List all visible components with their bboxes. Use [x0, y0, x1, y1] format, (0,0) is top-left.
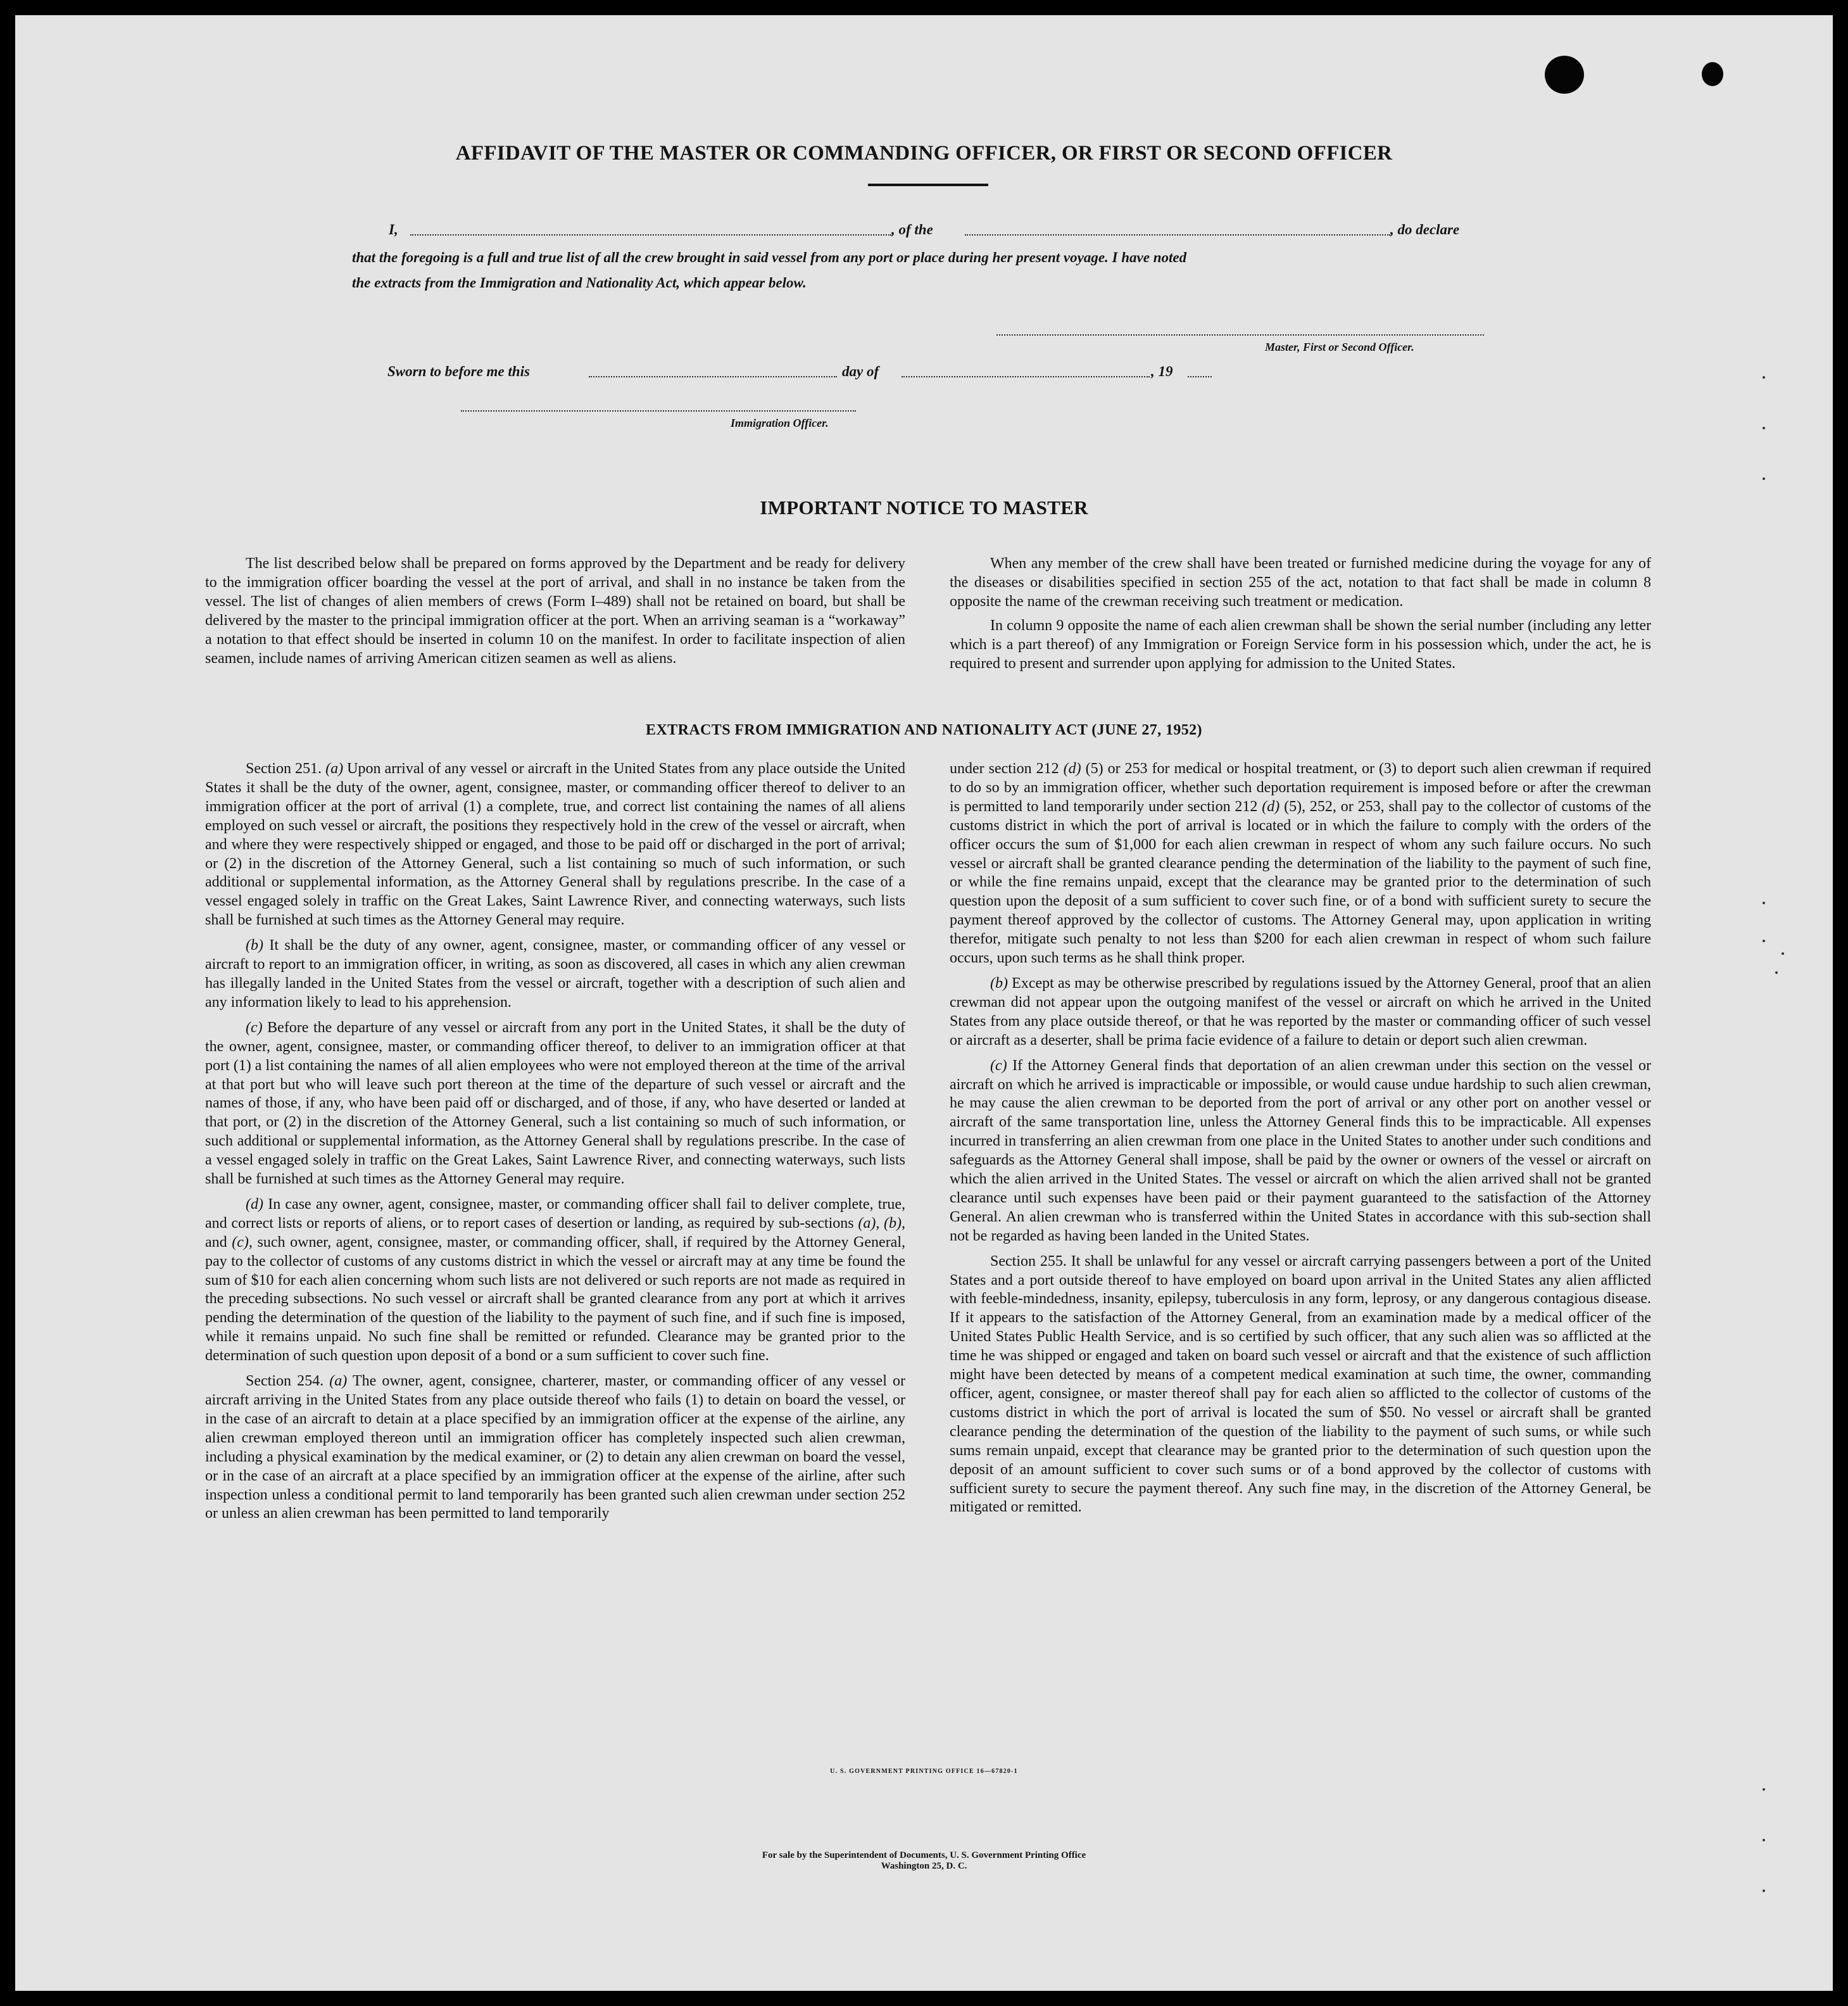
scan-speck	[1763, 902, 1765, 904]
sworn-prefix: Sworn to before me this	[387, 363, 530, 379]
scan-speck	[1763, 940, 1765, 942]
section-number: Section 254.	[246, 1373, 324, 1390]
and-connector: , and	[205, 1214, 906, 1251]
scan-speck	[1763, 427, 1765, 429]
notice-paragraph-treatment: When any member of the crew shall have been treated or furnished medicine during the voyage for any of the diseases or disabilities specified in section 255 of the act, notation to that fact shall be made in column 8 opposite the name of the crewman receiving such treatment or medication.	[950, 555, 1651, 610]
form-page	[15, 15, 1833, 1991]
sale-line-1: For sale by the Superintendent of Documents, U. S. Government Printing Office	[762, 1850, 1086, 1860]
notice-paragraph-serial: In column 9 opposite the name of each alien crewman shall be shown the serial number (including any letter which is a part thereof) of any Immigration or Foreign Service form in his possession which, under the act, he is required to present and surrender upon applying for admission to the United States.	[950, 617, 1651, 672]
section-text: In case any owner, agent, consignee, master, or commanding officer shall fail to deliver complete, true, and correct lists or reports of aliens, or to report cases of desertion or landing, as required by sub-sections	[205, 1195, 906, 1232]
section-254-a-continued	[950, 760, 1651, 968]
section-254-b	[950, 975, 1651, 1050]
year-prefix-label: , 19	[1151, 363, 1173, 379]
section-text: (5), 252, or 253, shall pay to the collector of customs of the customs district in which the port of arrival is located or in which the failure to comply with the orders of the officer occurs the sum of $1,000 for each alien crewman in respect of whom any such failure occurs. No such vessel or aircraft shall be granted clearance pending the determination of the liability to the payment of such fine, or while the fine remains unpaid, except that the clearance may be granted prior to the determination of such question upon the deposit of a sum sufficient to cover such fine, or of a bond with sufficient surety to secure the payment thereof approved by the collector of customs. The Attorney General may, upon application in writing therefor, mitigate such penalty to not less than $200 for each alien crewman in respect of whom such failure occurs, upon such terms as he shall think proper.	[950, 798, 1652, 967]
scan-speck	[1782, 952, 1784, 955]
declaration-line-2: that the foregoing is a full and true list of all the crew brought in said vessel from any port or place during her present voyage. I have noted	[352, 249, 1187, 265]
notice-right-column	[950, 555, 1651, 679]
immigration-officer-caption: Immigration Officer.	[731, 417, 829, 429]
subsection-marker: (c)	[246, 1019, 263, 1036]
subsection-ref-a: (a)	[858, 1214, 876, 1232]
sworn-day-field[interactable]	[589, 376, 837, 377]
subsection-marker: (c)	[990, 1057, 1007, 1074]
extracts-right-column	[950, 760, 1651, 1523]
section-251-a	[205, 760, 905, 930]
section-text: If the Attorney General finds that deportation of an alien crewman under this section on the vessel or aircraft on which he arrived is impracticable or impossible, or would cause undue hardship to such alien crewman, he may cause the alien crewman to be deported from the port of arrival or any other port on another vessel or aircraft of the same transportation line, unless the Attorney General finds this to be impracticable. All expenses incurred in transferring an alien crewman from one place in the United States to another under such conditions and safeguards as the Attorney General shall impose, shall be paid by the owner or owners of the vessel or aircraft on which the alien arrived in the United States. The vessel or aircraft on which the alien arrived shall not be granted clearance until such expenses have been paid or their payment guaranteed to the satisfaction of the Attorney General. An alien crewman who is transferred within the United States in accordance with this sub-section shall not be regarded as having been landed in the United States.	[950, 1057, 1652, 1244]
title-underline	[868, 184, 988, 186]
scan-speck	[1763, 1788, 1765, 1791]
section-text: , such owner, agent, consignee, master, or commanding officer, shall, if required by the Attorney General, pay to the collector of customs of any customs district in which the vessel or aircraft may at any time be found the sum of $10 for each alien concerning whom such lists are not delivered or such reports are not made as required in the preceding subsections. No such vessel or aircraft shall be granted clearance from any port at which it arrives pending the determination of the question of the liability to the payment of such fine, and if such fine is imposed, while it remains unpaid. No such fine shall be remitted or refunded. Clearance may be granted prior to the determination of such question upon deposit of a bond or a sum sufficient to cover such fine.	[205, 1233, 906, 1365]
sworn-year-field[interactable]	[1188, 376, 1212, 377]
section-254-c	[950, 1057, 1651, 1246]
section-text: Before the departure of any vessel or aircraft from any port in the United States, it shall be the duty of the owner, agent, consignee, master, or commanding officer thereof, to deliver to an immigration officer at that port (1) a list containing the names of all alien employees who were not employed thereon at the time of the arrival at that port but who will leave such port thereon at the time of the departure of such vessel or aircraft and the names of those, if any, who have been paid off or discharged, and of those, if any, who have deserted or landed at that port, or (2) in the discretion of the Attorney General, such a list containing so much of such information, or such additional or supplemental information, as the Attorney General shall by regulations prescribe. In the case of a vessel engaged solely in traffic on the Great Lakes, Saint Lawrence River, and connecting waterways, such lists shall be furnished at such times as the Attorney General may require.	[205, 1019, 906, 1188]
do-declare-label: , do declare	[1390, 222, 1460, 237]
affidavit-title: AFFIDAVIT OF THE MASTER OR COMMANDING OFFICER, OR FIRST OR SECOND OFFICER	[455, 142, 1393, 165]
scan-speck	[1763, 1839, 1765, 1841]
vessel-name-field[interactable]	[965, 234, 1390, 236]
subsection-marker: (a)	[325, 760, 344, 777]
section-text: It shall be the duty of any owner, agent, consignee, master, or commanding officer of any vessel or aircraft to report to an immigration officer, in writing, as soon as discovered, all cases in which any alien crewman has illegally landed in the United States from the vessel or aircraft, together with a description of such alien and any information likely to lead to his apprehension.	[205, 937, 906, 1011]
immigration-officer-signature-field[interactable]	[461, 410, 856, 412]
section-text: (5) or 253 for medical or hospital treatment, or (3) to deport such alien crewman if required to do so by an immigration officer, whether such deportation requirement is imposed before or after the crewman is permitted to land temporarily under section 212	[950, 760, 1652, 815]
punch-hole-left	[1545, 56, 1584, 94]
section-251-b	[205, 937, 905, 1012]
subsection-ref-d: (d)	[1063, 760, 1081, 777]
section-number: Section 251.	[246, 760, 322, 777]
section-text: Except as may be otherwise prescribed by regulations issued by the Attorney General, proof that an alien crewman did not appear upon the outgoing manifest of the vessel or aircraft on which he arrived in the United States from any place outside thereof, or that he was reported by the master or commanding officer of such vessel or aircraft as a deserter, shall be prima facie evidence of a failure to detain or deport such alien crewman.	[950, 975, 1652, 1049]
notice-title: IMPORTANT NOTICE TO MASTER	[760, 496, 1088, 519]
scan-speck	[1763, 1889, 1765, 1892]
section-251-c	[205, 1019, 905, 1189]
master-signature-caption: Master, First or Second Officer.	[1265, 341, 1414, 353]
sale-line-2: Washington 25, D. C.	[881, 1861, 967, 1871]
extracts-left-column	[205, 760, 905, 1530]
declarant-name-field[interactable]	[410, 234, 891, 236]
section-255: Section 255. It shall be unlawful for any vessel or aircraft carrying passengers between a port of the United States and a port outside thereof to have employed on board upon arrival in the United States any alien afflicted with feeble-mindedness, insanity, epilepsy, tuberculosis in any form, leprosy, or any dangerous contagious disease. If it appears to the satisfaction of the Attorney General, from an examination made by a medical officer of the United States Public Health Service, and is so certified by such officer, that any such alien was so afflicted at the time he was shipped or engaged and taken on board such vessel or aircraft and that the existence of such affliction might have been detected by means of a competent medical examination at such time, the owner, commanding officer, agent, consignee, or master thereof shall pay for each alien so afflicted to the collector of customs of the customs district in which the port of arrival is located the sum of $50. No vessel or aircraft shall be granted clearance pending the determination of the question of the liability to the payment of such sums, or while such sums remain unpaid, except that clearance may be granted prior to the determination of such question upon the deposit of an amount sufficient to cover such sums or of a bond approved by the collector of customs with sufficient surety to secure the payment thereof. Any such fine may, in the discretion of the Attorney General, be mitigated or remitted.	[950, 1252, 1651, 1516]
master-signature-field[interactable]	[996, 334, 1484, 336]
scan-speck	[1775, 971, 1778, 974]
scan-speck	[1763, 376, 1765, 379]
subsection-marker: (d)	[246, 1195, 263, 1213]
section-text: Upon arrival of any vessel or aircraft in the United States from any place outside the United States it shall be the duty of the owner, agent, consignee, master, or commanding officer thereof to deliver to an immigration officer at the port of arrival (1) a complete, true, and correct list containing the names of all aliens employed on such vessel or aircraft, the positions they respectively hold in the crew of the vessel or aircraft, when and where they were respectively shipped or engaged, and those to be paid off or discharged in the port of arrival; or (2) in the discretion of the Attorney General, such a list containing so much of such information, or such additional or supplemental information, as the Attorney General shall by regulations prescribe. In the case of a vessel engaged solely in traffic on the Great Lakes, Saint Lawrence River, and connecting waterways, such lists shall be furnished at such times as the Attorney General may require.	[205, 760, 906, 929]
declaration-line-3: the extracts from the Immigration and Nationality Act, which appear below.	[352, 275, 807, 291]
section-254-a	[205, 1372, 905, 1523]
scan-speck	[1763, 477, 1765, 480]
printing-office-imprint: U. S. GOVERNMENT PRINTING OFFICE 16—67820-1	[830, 1768, 1018, 1775]
subsection-ref-d: (d)	[1262, 798, 1280, 815]
sale-notice	[15, 1850, 1833, 1872]
subsection-marker: (a)	[329, 1373, 348, 1390]
subsection-ref-c: (c)	[232, 1233, 249, 1251]
section-text: The owner, agent, consignee, charterer, master, or commanding officer of any vessel or aircraft arriving in the United States from any place outside thereof who fails (1) to detain on board the vessel, or in the case of an aircraft to detain at a place specified by an immigration officer at the expense of the airline, any alien crewman employed thereon until an immigration officer has completely inspected such alien crewman, including a physical examination by the medical examiner, or (2) to detain any alien crewman on board the vessel, or in the case of an aircraft at a place specified by an immigration officer at the expense of the airline, after such inspection unless a conditional permit to land temporarily has been granted such alien crewman under section 252 or unless an alien crewman has been permitted to land temporarily	[205, 1373, 905, 1522]
subsection-marker: (b)	[246, 937, 263, 954]
day-of-label: day of	[842, 363, 879, 379]
subsection-marker: (b)	[990, 975, 1008, 992]
punch-hole-right	[1702, 62, 1723, 86]
extracts-title: EXTRACTS FROM IMMIGRATION AND NATIONALITY ACT (JUNE 27, 1952)	[646, 722, 1202, 738]
sworn-month-field[interactable]	[902, 376, 1150, 377]
subsection-ref-b: (b)	[884, 1214, 902, 1232]
declarant-prefix: I,	[389, 222, 398, 237]
notice-paragraph: The list described below shall be prepared on forms approved by the Department and be ready for delivery to the immigration officer boarding the vessel at the port of arrival, and shall in no instance be taken from the vessel. The list of changes of alien members of crews (Form I–489) shall not be retained on board, but shall be delivered by the master to the principal immigration officer at the port. When an arriving seaman is a “workaway” a notation to that effect should be inserted in column 10 on the manifest. In order to facilitate inspection of alien seamen, include names of arriving American citizen seamen as well as aliens.	[205, 555, 905, 667]
section-251-d: (d) In case any owner, agent, consignee, master, or commanding officer shall fail to deliver complete, true, and correct lists or reports of aliens, or to report cases of desertion or landing, as required by sub-sections (a), (b), and (c), such owner, agent, consignee, master, or commanding officer, shall, if required by the Attorney General, pay to the collector of customs of any customs district in which the vessel or aircraft may at any time be found the sum of $10 for each alien concerning whom such lists are not delivered or such reports are not made as required in the preceding subsections. No such vessel or aircraft shall be granted clearance from any port at which it arrives pending the determination of the question of the liability to the payment of such fine, and if such fine is imposed, while it remains unpaid. No such fine shall be remitted or refunded. Clearance may be granted prior to the determination of such question upon deposit of a bond or a sum sufficient to cover such fine.	[205, 1195, 906, 1365]
notice-left-column	[205, 555, 905, 674]
of-the-label: , of the	[891, 222, 933, 237]
section-text: under section 212	[950, 760, 1059, 777]
